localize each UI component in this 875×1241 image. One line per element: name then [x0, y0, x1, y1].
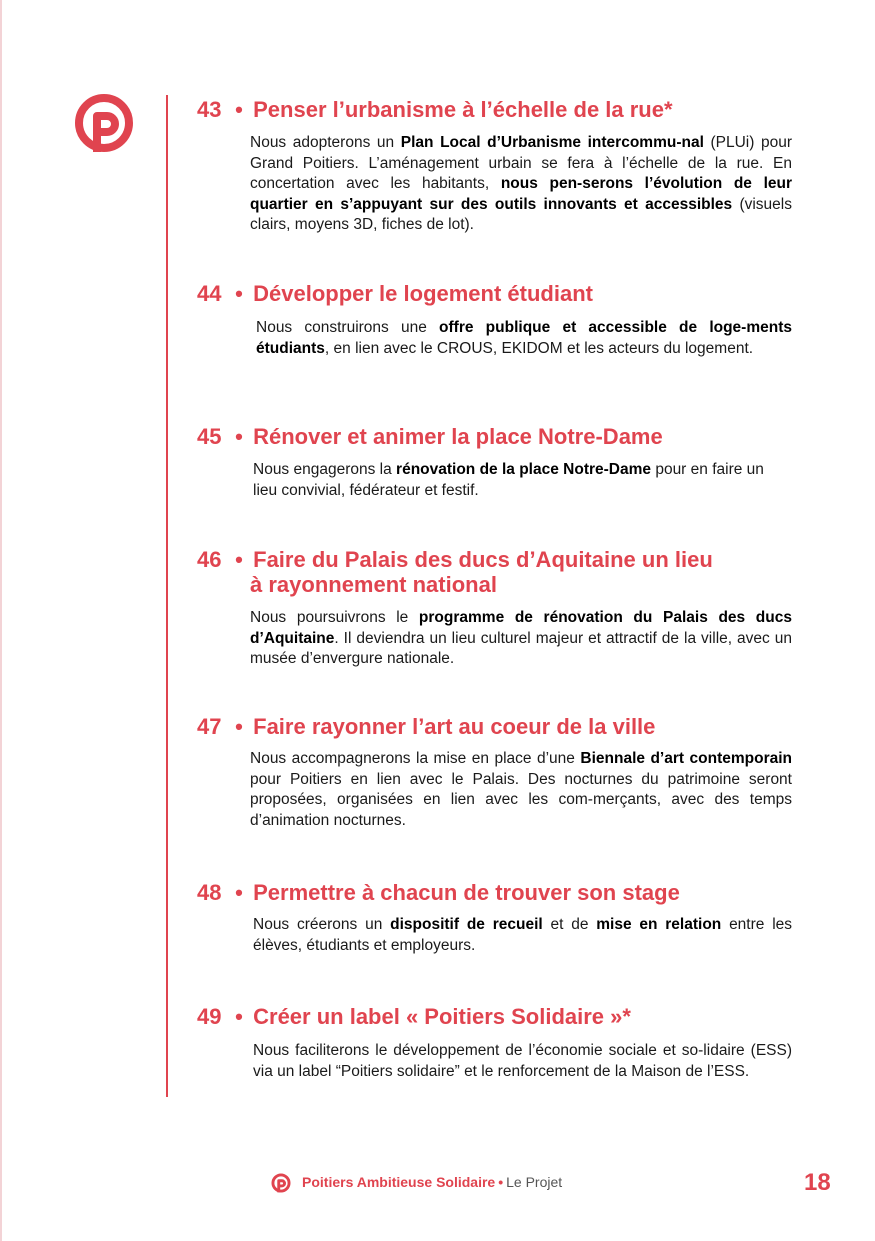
body-text: Nous accompagnerons la mise en place d’une [250, 750, 581, 767]
footer-brand: Poitiers Ambitieuse Solidaire [302, 1174, 496, 1190]
pas-logo-icon [270, 1173, 292, 1193]
body-emphasis: nous pen-serons l’évolution de leur quartier en s’appuyant sur des outils innovants et accessibles [250, 175, 792, 213]
section-heading: Permettre à chacun de trouver son stage [253, 880, 680, 905]
section-body [256, 318, 792, 359]
section-heading: Penser l’urbanisme à l’échelle de la rue* [253, 97, 673, 122]
section-bullet: • [235, 97, 243, 122]
vertical-divider [166, 95, 168, 1097]
page-number: 18 [804, 1169, 831, 1196]
section-number: 48 [197, 880, 222, 905]
body-emphasis: Plan Local d’Urbanisme intercommu-nal [400, 134, 704, 151]
section-title [197, 547, 797, 572]
section-number: 45 [197, 424, 222, 449]
section-heading: Faire du Palais des ducs d’Aquitaine un lieu [253, 547, 713, 572]
body-text: Nous engagerons la [253, 461, 397, 478]
section-body [253, 1041, 792, 1082]
footer-separator: • [498, 1174, 504, 1190]
section-43 [197, 97, 797, 236]
body-text: Nous créerons un [253, 916, 391, 933]
section-bullet: • [235, 424, 243, 449]
body-text: Nous construirons une [256, 319, 440, 336]
body-text: (visuels clairs, moyens 3D, fiches de lot). [250, 195, 792, 233]
section-heading: Rénover et animer la place Notre-Dame [253, 424, 663, 449]
section-bullet: • [235, 880, 243, 905]
section-title [197, 880, 797, 905]
section-body [253, 460, 791, 501]
body-emphasis: offre publique et accessible de loge-ments étudiants [256, 319, 792, 357]
section-bullet: • [235, 714, 243, 739]
section-bullet: • [235, 1004, 243, 1029]
body-text: et de [542, 916, 597, 933]
body-text: pour en faire un lieu convivial, fédérateur et festif. [253, 461, 764, 499]
body-emphasis: Biennale d’art contemporain [580, 750, 793, 767]
body-emphasis: dispositif de recueil [390, 916, 543, 933]
footer [270, 1170, 562, 1194]
body-text: entre les élèves, étudiants et employeurs. [253, 916, 793, 954]
body-text: Nous adopterons un [250, 134, 401, 151]
section-heading: Créer un label « Poitiers Solidaire »* [253, 1004, 631, 1029]
body-emphasis: rénovation de la place Notre-Dame [396, 461, 652, 478]
section-number: 49 [197, 1004, 222, 1029]
section-number: 46 [197, 547, 222, 572]
section-number: 44 [197, 281, 222, 306]
body-text: . Il deviendra un lieu culturel majeur et attractif de la ville, avec un musée d’envergure nationale. [250, 629, 792, 667]
page-edge [0, 0, 2, 1241]
body-text: pour Poitiers en lien avec le Palais. Des nocturnes du patrimoine seront proposées, organisées en lien avec les com-merçants, avec des temps d’animation nocturnes. [250, 770, 792, 829]
section-title [197, 424, 797, 449]
section-48 [197, 880, 797, 956]
section-44 [197, 281, 797, 359]
section-46 [197, 547, 797, 670]
section-title [197, 281, 797, 306]
section-47 [197, 714, 797, 831]
footer-subtitle: Le Projet [506, 1174, 563, 1190]
section-heading: Développer le logement étudiant [253, 281, 593, 306]
pas-logo-icon [70, 92, 138, 154]
section-body [250, 749, 792, 831]
section-bullet: • [235, 547, 243, 572]
section-49 [197, 1004, 797, 1082]
section-45 [197, 424, 797, 501]
section-body [250, 608, 792, 670]
body-text: (PLUi) pour Grand Poitiers. L’aménagement urbain se fera à l’échelle de la rue. En concertation avec les habitants, [250, 134, 792, 192]
body-emphasis: programme de rénovation du Palais des ducs d’Aquitaine [250, 609, 792, 647]
section-body [253, 915, 792, 956]
section-title [197, 97, 797, 122]
section-heading: Faire rayonner l’art au coeur de la ville [253, 714, 656, 739]
body-emphasis: mise en relation [596, 916, 722, 933]
section-body [250, 133, 792, 236]
section-title [197, 714, 797, 739]
section-heading-line2: à rayonnement national [250, 572, 497, 597]
section-number: 43 [197, 97, 222, 122]
body-text: Nous poursuivrons le [250, 609, 419, 626]
section-title [197, 1004, 797, 1029]
body-text: Nous faciliterons le développement de l’économie sociale et so-lidaire (ESS) via un label “Poitiers solidaire” et le renforcement de la Maison de l’ESS. [253, 1042, 792, 1080]
body-text: , en lien avec le CROUS, EKIDOM et les acteurs du logement. [324, 339, 754, 357]
section-bullet: • [235, 281, 243, 306]
section-number: 47 [197, 714, 222, 739]
